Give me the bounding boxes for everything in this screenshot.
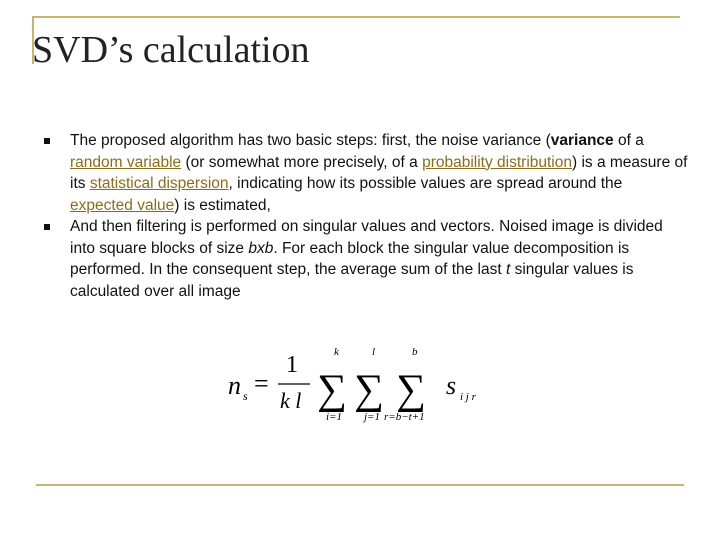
formula-numerator: 1 [286,352,298,378]
bullet-2-text-c: singular values is calculated over all image [70,261,634,300]
bullet-1-text-a: The proposed algorithm has two basic steps: first, the noise variance ( [70,132,551,149]
link-probability-distribution[interactable]: probability distribution [422,153,572,171]
sum-1-sigma-icon: ∑ [317,367,347,413]
top-rule [32,16,680,18]
bullet-2-text-a: And then filtering is performed on singular values and vectors. Noised image is divided into square blocks of size [70,218,663,257]
sum-1-lower: i=1 [326,411,342,423]
sum-2-sigma-icon: ∑ [354,367,384,413]
link-random-variable[interactable]: random variable [70,153,182,171]
bullet-1-text-c: (or somewhat more precisely, of a [181,153,423,171]
sum-3-lower: r=b−t+1 [384,411,425,423]
bullet-2-text-b: . For each block the singular value decomposition is performed. In the consequent step, the average sum of the last [70,239,630,278]
bullet-1-text-f: ) is estimated, [174,196,271,214]
bullet-1-term-variance: variance [550,132,614,149]
formula-term: s [446,371,457,400]
formula-equals: = [254,369,269,398]
formula-lhs-sub: s [243,389,248,403]
formula-denominator: k l [280,388,302,413]
sum-2-lower: j=1 [364,411,380,423]
bullet-square-icon [44,224,50,230]
sum-2-upper: l [372,346,376,358]
sum-3-upper: b [412,346,418,358]
bullet-2-term-bxb: bxb [248,239,274,257]
formula-lhs: n [228,371,241,400]
bullet-item-1 [38,130,688,216]
bullet-item-2 [38,216,688,302]
link-expected-value[interactable]: expected value [70,196,175,214]
bullet-1-text-e: , indicating how its possible values are spread around the [228,175,623,192]
bullet-list [38,130,688,302]
bottom-rule [36,484,684,486]
link-statistical-dispersion[interactable]: statistical dispersion [89,175,229,192]
bullet-1-text-d: ) is a measure of its [70,153,688,192]
noise-estimate-formula [226,346,536,426]
bullet-1-text-b: of a [613,132,644,149]
formula-term-sub: i j r [460,391,476,403]
sum-1-upper: k [334,346,339,358]
slide-title: SVD’s calculation [32,29,310,71]
bullet-2-term-t: t [505,261,511,278]
sum-3-sigma-icon: ∑ [396,367,426,413]
bullet-square-icon [44,138,50,144]
